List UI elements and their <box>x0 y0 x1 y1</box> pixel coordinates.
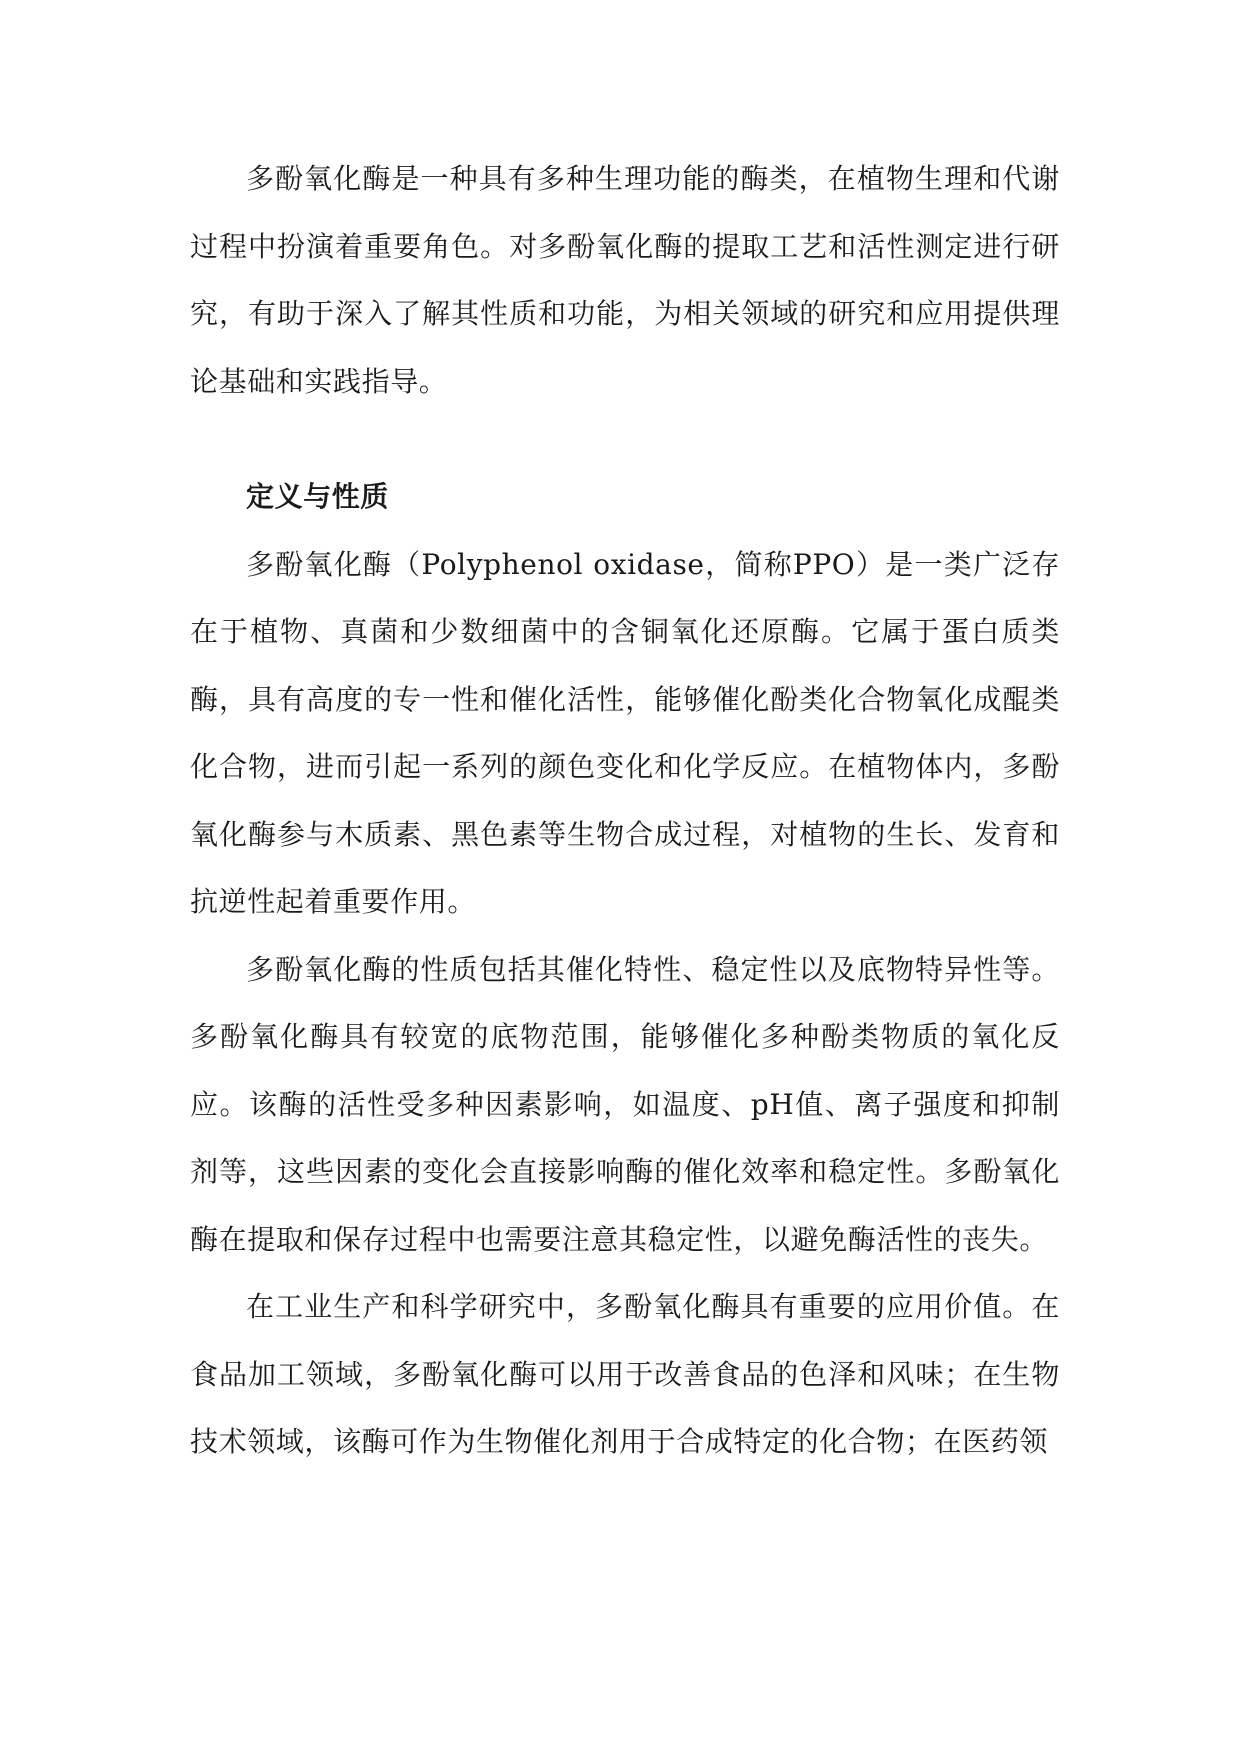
intro-paragraph: 多酚氧化酶是一种具有多种生理功能的酶类，在植物生理和代谢过程中扮演着重要角色。对多酚氧化酶的提取工艺和活性测定进行研究，有助于深入了解其性质和功能，为相关领域的研究和应用提供理论基础和实践指导。 <box>190 162 1060 398</box>
body-paragraph-3: 在工业生产和科学研究中，多酚氧化酶具有重要的应用价值。在食品加工领域，多酚氧化酶可以用于改善食品的色泽和风味；在生物技术领域，该酶可作为生物催化剂用于合成特定的化合物；在医药领 <box>190 1290 1060 1458</box>
document-body <box>190 145 1060 1476</box>
body-paragraph-1: 多酚氧化酶（Polyphenol oxidase，简称PPO）是一类广泛存在于植物、真菌和少数细菌中的含铜氧化还原酶。它属于蛋白质类酶，具有高度的专一性和催化活性，能够催化酚类化合物氧化成醌类化合物，进而引起一系列的颜色变化和化学反应。在植物体内，多酚氧化酶参与木质素、黑色素等生物合成过程，对植物的生长、发育和抗逆性起着重要作用。 <box>190 547 1060 918</box>
section-heading: 定义与性质 <box>246 480 390 513</box>
body-paragraph-2: 多酚氧化酶的性质包括其催化特性、稳定性以及底物特异性等。多酚氧化酶具有较宽的底物范围，能够催化多种酚类物质的氧化反应。该酶的活性受多种因素影响，如温度、pH值、离子强度和抑制剂等，这些因素的变化会直接影响酶的催化效率和稳定性。多酚氧化酶在提取和保存过程中也需要注意其稳定性，以避免酶活性的丧失。 <box>190 952 1060 1256</box>
